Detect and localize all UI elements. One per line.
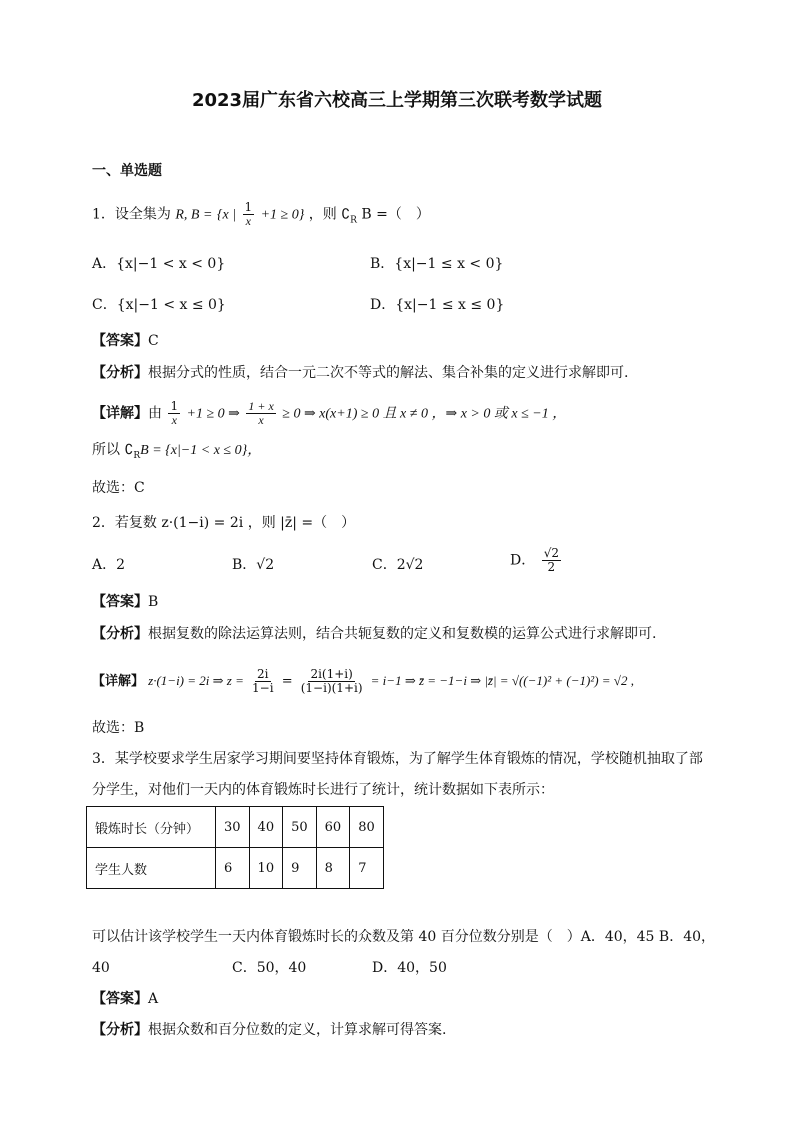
q2-choice: 故选：B	[92, 720, 145, 736]
q1-detail-frac2-num: 1 + x	[248, 399, 274, 413]
q1-detail-mid2: ≥ 0 ⇒ x(x+1) ≥ 0 且 x ≠ 0 ，⇒ x > 0 或 x ≤ −1 ，	[282, 406, 567, 422]
q1-analysis-row	[92, 364, 628, 382]
q1-detail-frac2-den: x	[258, 413, 264, 427]
q1-option-c[interactable]: C．{x|−1 < x ≤ 0}	[92, 297, 226, 313]
analysis-label: 【分析】	[92, 1022, 148, 1038]
q2-detail-c: = i−1 ⇒ z̄ = −1−i ⇒ |z̄| = √((−1)² + (−1)²) = √2 ,	[370, 673, 634, 688]
table-cell: 60	[316, 807, 350, 848]
q1-detail-frac1	[168, 400, 180, 427]
q2-detail-f2-num: 2i(1+i)	[310, 667, 353, 681]
q1-conclusion	[92, 441, 261, 465]
q2-option-b[interactable]: B．√2	[232, 557, 275, 573]
page-title: 2023届广东省六校高三上学期第三次联考数学试题	[191, 90, 603, 111]
table-cell: 30	[216, 807, 250, 848]
table-cell: 40	[249, 807, 283, 848]
q2-option-d-den: 2	[547, 560, 556, 574]
q2-detail-f1-den: 1−i	[252, 681, 274, 695]
q2-option-a[interactable]: A．2	[92, 557, 126, 573]
q2-option-d-frac	[542, 547, 561, 574]
q2-analysis: 根据复数的除法运算法则，结合共轭复数的定义和复数模的运算公式进行求解即可.	[148, 626, 657, 642]
q1-stem-suffix: ，则 ∁	[308, 206, 351, 223]
table-row-header: 学生人数	[87, 848, 216, 889]
q1-option-b[interactable]: B．{x|−1 ≤ x < 0}	[370, 256, 504, 272]
q2-answer: B	[148, 594, 159, 610]
q1-answer-row	[92, 332, 159, 350]
q1-stem-cond: +1 ≥ 0}	[260, 207, 305, 223]
q1-option-d[interactable]: D．{x|−1 ≤ x ≤ 0}	[370, 297, 505, 313]
q1-stem-frac-den: x	[245, 214, 251, 228]
q2-analysis-row	[92, 625, 656, 643]
table-row-header: 锻炼时长（分钟）	[87, 807, 216, 848]
q1-option-a[interactable]: A．{x|−1 < x < 0}	[92, 256, 226, 272]
section-title: 一、单选题	[92, 163, 162, 179]
q2-option-d-prefix: D．	[510, 552, 536, 569]
q2-stem: 2．若复数 z·(1−i) = 2i ，则 |z̄| =（ ）	[92, 515, 356, 531]
table-cell: 80	[350, 807, 384, 848]
q1-conclusion-tail: B = {x|−1 < x ≤ 0}，	[140, 443, 262, 458]
detail-label: 【详解】	[92, 405, 148, 422]
q1-conclusion-sub: R	[133, 450, 141, 461]
table-cell: 9	[283, 848, 317, 889]
q1-detail-mid1: +1 ≥ 0 ⇒	[186, 406, 240, 422]
q2-detail-a: z·(1−i) = 2i ⇒ z =	[148, 673, 244, 688]
table-row	[87, 807, 384, 848]
q3-analysis-row	[92, 1021, 446, 1039]
q3-option-b-cont[interactable]: 40	[92, 960, 110, 976]
q1-choice: 故选：C	[92, 480, 145, 496]
q3-stem-line1: 3．某学校要求学生居家学习期间要坚持体育锻炼，为了解学生体育锻炼的情况，学校随机抽取了部	[92, 751, 703, 767]
table-cell: 10	[249, 848, 283, 889]
q3-answer-row	[92, 990, 158, 1008]
table-cell: 8	[316, 848, 350, 889]
q1-stem-set: R, B =	[175, 207, 213, 223]
q2-option-d-num: √2	[543, 546, 559, 560]
answer-label: 【答案】	[92, 594, 148, 610]
q3-data-table	[86, 806, 384, 889]
q1-detail-row	[92, 400, 566, 427]
q2-detail-f2-den: (1−i)(1+i)	[300, 681, 363, 695]
q2-answer-row	[92, 593, 158, 611]
q1-detail-frac2	[246, 400, 275, 427]
analysis-label: 【分析】	[92, 626, 148, 642]
q2-detail-f1-num: 2i	[257, 667, 269, 681]
q3-question-line1: 可以估计该学校学生一天内体育锻炼时长的众数及第 40 百分位数分别是（ ）A．40，45 B．40，	[92, 929, 716, 945]
q1-detail-frac1-den: x	[171, 413, 177, 427]
q1-detail-frac1-num: 1	[170, 399, 179, 413]
table-row	[87, 848, 384, 889]
answer-label: 【答案】	[92, 333, 148, 349]
q1-stem-sub: R	[350, 215, 357, 226]
detail-label: 【详解】	[92, 674, 145, 689]
q1-stem-brace: {x |	[216, 207, 237, 223]
q2-detail-frac1	[250, 668, 276, 695]
q1-analysis: 根据分式的性质，结合一元二次不等式的解法、集合补集的定义进行求解即可.	[148, 365, 629, 381]
q1-stem-tail: B =（ ）	[361, 206, 430, 223]
answer-label: 【答案】	[92, 991, 148, 1007]
q2-option-d[interactable]	[510, 547, 563, 574]
q1-stem-fraction	[243, 201, 255, 228]
q2-option-c[interactable]: C．2√2	[372, 557, 424, 573]
table-cell: 50	[283, 807, 317, 848]
q1-stem	[92, 201, 430, 229]
q1-detail-prefix: 由	[148, 405, 162, 422]
q3-option-d[interactable]: D．40，50	[372, 960, 447, 976]
q1-stem-frac-num: 1	[244, 200, 253, 214]
q1-conclusion-prefix: 所以 ∁	[92, 442, 134, 458]
q2-detail-row	[92, 668, 634, 695]
q2-detail-frac2	[299, 668, 365, 695]
q2-detail-b: =	[281, 674, 293, 689]
table-cell: 7	[350, 848, 384, 889]
table-cell: 6	[216, 848, 250, 889]
q3-stem-line2: 分学生，对他们一天内的体育锻炼时长进行了统计，统计数据如下表所示：	[92, 782, 554, 798]
q3-analysis: 根据众数和百分位数的定义，计算求解可得答案.	[148, 1022, 447, 1038]
q3-option-c[interactable]: C．50，40	[232, 960, 307, 976]
analysis-label: 【分析】	[92, 365, 148, 381]
q1-answer: C	[148, 333, 159, 349]
q3-answer: A	[148, 991, 159, 1007]
q1-stem-prefix: 1．设全集为	[92, 206, 171, 223]
